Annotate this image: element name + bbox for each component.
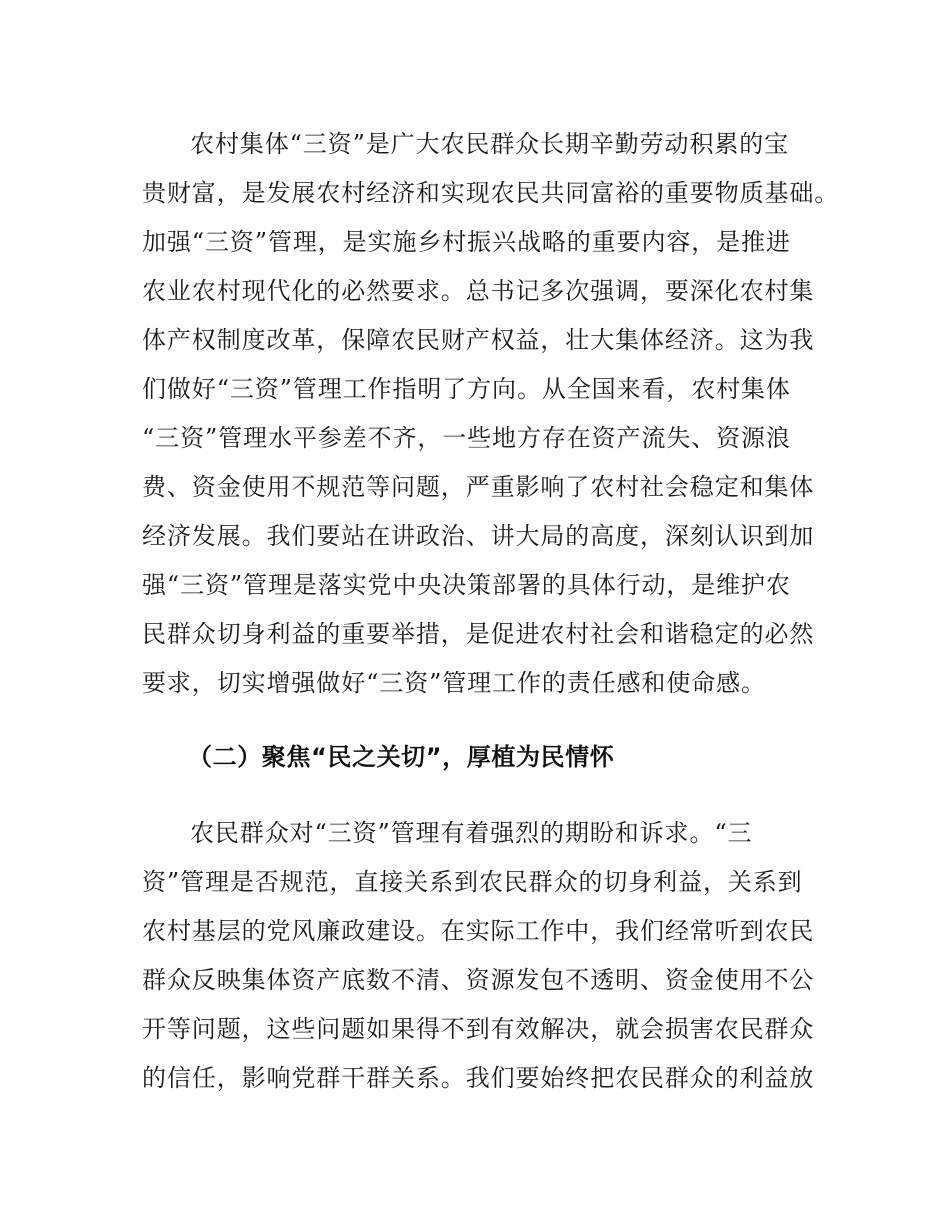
paragraph-line: 民群众切身利益的重要举措，是促进农村社会和谐稳定的必然 [142, 620, 815, 648]
paragraph-line: 农村集体“三资”是广大农民群众长期辛勤劳动积累的宝 [190, 130, 790, 158]
paragraph-line: 们做好“三资”管理工作指明了方向。从全国来看，农村集体 [142, 375, 791, 403]
paragraph-line: “三资”管理水平参差不齐，一些地方存在资产流失、资源浪 [142, 424, 791, 452]
paragraph-line: 费、资金使用不规范等问题，严重影响了农村社会稳定和集体 [142, 473, 815, 501]
paragraph-line: 农村基层的党风廉政建设。在实际工作中，我们经常听到农民 [142, 917, 815, 945]
paragraph-line: 强“三资”管理是落实党中央决策部署的具体行动，是维护农 [142, 571, 791, 599]
section-heading: （二）聚焦“民之关切”，厚植为民情怀 [188, 743, 615, 771]
paragraph-line: 贵财富，是发展农村经济和实现农民共同富裕的重要物质基础。 [142, 179, 840, 207]
paragraph-line: 群众反映集体资产底数不清、资源发包不透明、资金使用不公 [142, 966, 815, 994]
paragraph-line: 农业农村现代化的必然要求。总书记多次强调，要深化农村集 [142, 277, 815, 305]
paragraph-line: 农民群众对“三资”管理有着强烈的期盼和诉求。“三 [190, 819, 753, 847]
paragraph-line: 要求，切实增强做好“三资”管理工作的责任感和使命感。 [142, 669, 766, 697]
paragraph-line: 加强“三资”管理，是实施乡村振兴战略的重要内容，是推进 [142, 228, 791, 256]
paragraph-line: 资”管理是否规范，直接关系到农民群众的切身利益，关系到 [142, 868, 803, 896]
paragraph-line: 体产权制度改革，保障农民财产权益，壮大集体经济。这为我 [142, 326, 815, 354]
paragraph-line: 开等问题，这些问题如果得不到有效解决，就会损害农民群众 [142, 1015, 815, 1043]
paragraph-line: 的信任，影响党群干群关系。我们要始终把农民群众的利益放 [142, 1064, 815, 1092]
paragraph-line: 经济发展。我们要站在讲政治、讲大局的高度，深刻认识到加 [142, 522, 815, 550]
